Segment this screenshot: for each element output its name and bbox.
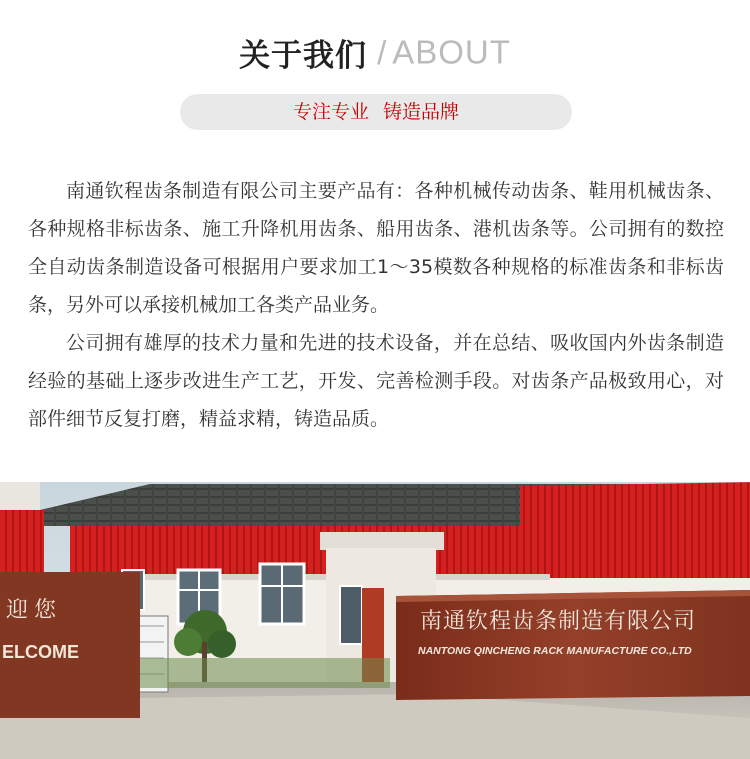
- tagline-pill: [180, 94, 572, 130]
- tagline-part1: 专注专业: [292, 101, 369, 123]
- heading-title-en: ABOUT: [392, 33, 511, 71]
- sign-company-cn: 南通钦程齿条制造有限公司: [420, 609, 697, 634]
- tagline-part2: 铸造品牌: [383, 101, 460, 123]
- intro-paragraph-1: 南通钦程齿条制造有限公司主要产品有：各种机械传动齿条、鞋用机械齿条、各种规格非标齿条、施工升降机用齿条、船用齿条、港机齿条等。公司拥有的数控全自动齿条制造设备可根据用户要求加工1～35模数各种规格的标准齿条和非标齿条，另外可以承接机械加工各类产品业务。: [28, 180, 724, 316]
- company-intro: [28, 172, 724, 438]
- welcome-cn-text: 迎您: [6, 598, 63, 623]
- window-middle: [260, 564, 304, 624]
- factory-photo: [0, 482, 750, 759]
- intro-paragraph-2: 公司拥有雄厚的技术力量和先进的技术设备，并在总结、吸收国内外齿条制造经验的基础上逐步改进生产工艺，开发、完善检测手段。对齿条产品极致用心，对部件细节反复打磨，精益求精，铸造品质。: [28, 332, 724, 430]
- red-roof-band-upper: [520, 482, 750, 578]
- section-heading: [0, 30, 750, 82]
- sign-company-en: NANTONG QINCHENG RACK MANUFACTURE CO.,LTD: [418, 645, 692, 657]
- welcome-en-text: ELCOME: [2, 642, 80, 662]
- heading-separator: /: [377, 33, 387, 71]
- heading-title-cn: 关于我们: [239, 38, 368, 74]
